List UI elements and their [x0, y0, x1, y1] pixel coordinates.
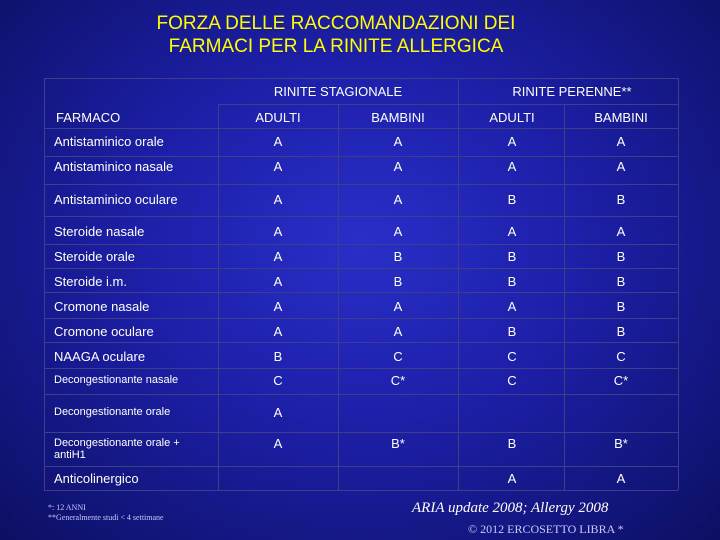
grid-line-horizontal — [44, 466, 678, 467]
grid-line-horizontal — [44, 128, 678, 129]
grade-cell: A — [393, 134, 403, 149]
grade-cell: A — [273, 274, 283, 289]
grade-cell: A — [507, 299, 517, 314]
grade-cell: A — [616, 471, 626, 486]
grade-cell: A — [273, 405, 283, 420]
drug-name: Antistaminico nasale — [54, 159, 174, 174]
grid-line-horizontal — [44, 156, 678, 157]
drug-name: Antistaminico oculare — [54, 192, 178, 207]
grade-cell: B — [507, 192, 517, 207]
grid-line-horizontal — [44, 368, 678, 369]
grade-cell: B* — [614, 436, 628, 451]
footnotes — [48, 503, 164, 523]
grid-line-horizontal — [44, 292, 678, 293]
grade-cell: A — [273, 436, 283, 451]
drug-name: Decongestionante orale + antiH1 — [54, 437, 180, 461]
grade-cell: A — [273, 134, 283, 149]
grid-line-vertical — [44, 78, 45, 490]
grid-line-horizontal — [44, 318, 678, 319]
grade-cell: B — [507, 436, 517, 451]
grade-cell: B — [507, 324, 517, 339]
grade-cell: B — [616, 274, 626, 289]
title-line-1: FORZA DELLE RACCOMANDAZIONI DEI — [156, 13, 516, 34]
grid-line-horizontal — [44, 394, 678, 395]
title-line-2: FARMACI PER LA RINITE ALLERGICA — [168, 36, 504, 57]
header-farmaco: FARMACO — [56, 110, 121, 125]
grade-cell: C — [273, 373, 283, 388]
grade-cell: C — [507, 373, 517, 388]
grid-line-vertical — [678, 78, 679, 490]
slide-title — [0, 12, 672, 58]
grid-line-horizontal — [44, 490, 678, 491]
grade-cell: A — [273, 224, 283, 239]
grade-cell: C — [393, 349, 403, 364]
grade-cell: B — [507, 249, 517, 264]
grade-cell: A — [393, 299, 403, 314]
grade-cell: B — [616, 192, 626, 207]
recommendation-table — [44, 78, 678, 490]
copyright-notice: © 2012 ERCOSETTO LIBRA * — [468, 522, 624, 536]
drug-name: Decongestionante orale — [54, 406, 171, 418]
grid-line-horizontal — [44, 244, 678, 245]
grade-cell: A — [616, 224, 626, 239]
grade-cell: A — [393, 159, 403, 174]
grade-cell: B — [616, 249, 626, 264]
header-rinite-stagionale: RINITE STAGIONALE — [273, 84, 403, 99]
grade-cell: B — [393, 249, 403, 264]
drug-name: Cromone nasale — [54, 299, 150, 314]
grid-line-horizontal — [44, 184, 678, 185]
grade-cell: A — [273, 299, 283, 314]
grade-cell: B — [393, 274, 403, 289]
grade-cell: C* — [613, 373, 629, 388]
grid-line-horizontal — [44, 78, 678, 79]
grid-line-horizontal — [44, 342, 678, 343]
grade-cell: A — [507, 471, 517, 486]
drug-name: NAAGA oculare — [54, 349, 146, 364]
drug-name: Anticolinergico — [54, 471, 139, 486]
header-bambini: BAMBINI — [594, 110, 648, 125]
grid-line-vertical — [458, 78, 459, 490]
footnote-age: *: 12 ANNI — [48, 503, 86, 512]
grade-cell: A — [393, 324, 403, 339]
drug-name: Steroide i.m. — [54, 274, 127, 289]
drug-name: Decongestionante nasale — [54, 374, 179, 386]
grid-line-horizontal — [218, 104, 678, 105]
grade-cell: A — [273, 192, 283, 207]
grade-cell: A — [393, 224, 403, 239]
grid-line-horizontal — [44, 216, 678, 217]
grade-cell: A — [616, 134, 626, 149]
drug-name: Antistaminico orale — [54, 134, 164, 149]
drug-name: Steroide nasale — [54, 224, 145, 239]
header-adulti: ADULTI — [255, 110, 301, 125]
grid-line-horizontal — [44, 432, 678, 433]
grade-cell: B — [616, 324, 626, 339]
header-rinite-perenne: RINITE PERENNE** — [512, 84, 632, 99]
drug-name: Cromone oculare — [54, 324, 154, 339]
grade-cell: A — [507, 224, 517, 239]
grade-cell: C — [507, 349, 517, 364]
drug-name: Steroide orale — [54, 249, 135, 264]
header-bambini: BAMBINI — [371, 110, 425, 125]
grid-line-horizontal — [44, 268, 678, 269]
grade-cell: A — [616, 159, 626, 174]
grade-cell: A — [273, 159, 283, 174]
grade-cell: B — [616, 299, 626, 314]
grade-cell: C* — [390, 373, 406, 388]
footnote-duration: **Generalmente studi < 4 settimane — [48, 513, 164, 522]
grade-cell: B — [273, 349, 283, 364]
grade-cell: C — [616, 349, 626, 364]
grade-cell: A — [273, 249, 283, 264]
grade-cell: A — [393, 192, 403, 207]
reference-citation: ARIA update 2008; Allergy 2008 — [412, 500, 609, 516]
grade-cell: A — [273, 324, 283, 339]
header-adulti: ADULTI — [489, 110, 535, 125]
grade-cell: A — [507, 134, 517, 149]
grade-cell: B — [507, 274, 517, 289]
grade-cell: B* — [391, 436, 405, 451]
grade-cell: A — [507, 159, 517, 174]
